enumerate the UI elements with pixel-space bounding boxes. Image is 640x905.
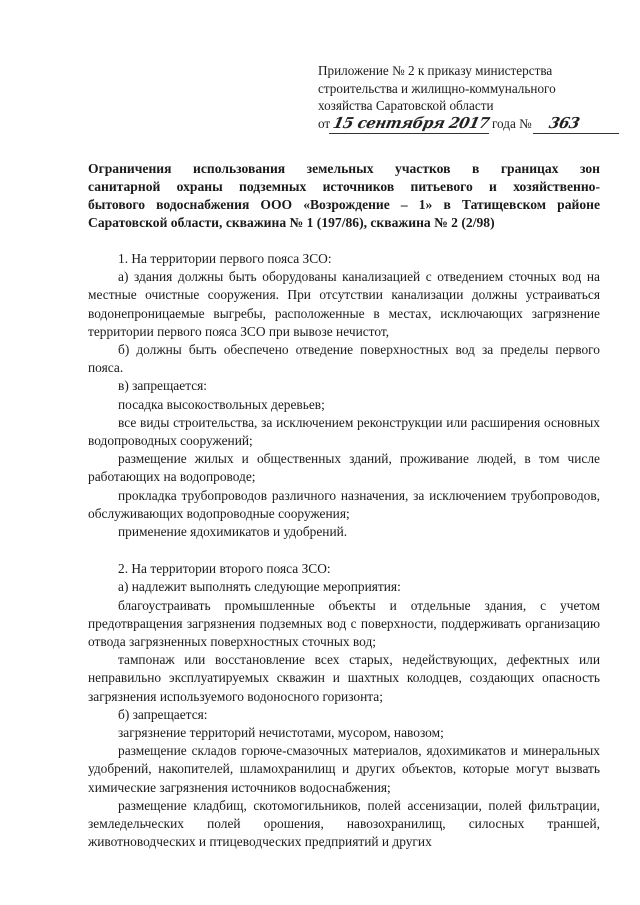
date-prefix: от xyxy=(318,115,331,131)
prohibition-item: посадка высокоствольных деревьев; xyxy=(118,396,325,412)
appendix-header xyxy=(318,62,608,135)
document-title xyxy=(88,160,600,232)
section-2-item-b: б) запрещается: xyxy=(118,706,208,722)
order-date-line xyxy=(318,115,608,135)
section-2-heading: 2. На территории второго пояса ЗСО: xyxy=(118,561,331,577)
measure-item: тампонаж или восстановление всех старых, недействующих, дефектных или неправильно эксплуатируемых скважин и шахтных колодцев, создающих опасность загрязнения используемого водоносного горизонта; xyxy=(88,652,600,704)
section-2-item-a: а) надлежит выполнять следующие мероприятия: xyxy=(118,579,401,595)
prohibition-item: загрязнение территорий нечистотами, мусором, навозом; xyxy=(118,725,444,741)
handwritten-order-number: 363 xyxy=(533,115,623,134)
prohibition-item: применение ядохимикатов и удобрений. xyxy=(118,524,348,540)
title-line-1: Ограничения использования земельных участков в границах зон xyxy=(88,161,600,176)
header-line-3: хозяйства Саратовской области xyxy=(318,98,494,113)
title-line-2: санитарной охраны подземных источников питьевого и хозяйственно- xyxy=(88,179,600,194)
year-suffix: года № xyxy=(491,115,532,131)
handwritten-date: 15 сентября 2017 xyxy=(329,115,493,134)
title-line-3: бытового водоснабжения ООО «Возрождение – 1» в Татищевском районе xyxy=(88,197,600,212)
prohibition-item: размещение кладбищ, скотомогильников, полей ассенизации, полей фильтрации, земледельческих полей орошения, навозохранилищ, силосных траншей, животноводческих и птицеводческих предприятий и других xyxy=(88,797,600,850)
prohibition-item: все виды строительства, за исключением реконструкции или расширения основных водопроводных сооружений; xyxy=(88,414,600,449)
header-line-1: Приложение № 2 к приказу министерства xyxy=(318,63,553,78)
section-1-item-b: б) должны быть обеспечено отведение поверхностных вод за пределы первого пояса. xyxy=(88,342,600,376)
section-1-heading: 1. На территории первого пояса ЗСО: xyxy=(118,251,332,266)
header-line-2: строительства и жилищно-коммунального xyxy=(318,80,556,96)
prohibition-item: размещение жилых и общественных зданий, проживание людей, в том числе работающих на водопроводе; xyxy=(88,451,600,485)
section-1-item-a: а) здания должны быть оборудованы канализацией с отведением сточных вод на местные очистные сооружения. При отсутствии канализации должны устраиваться водонепроницаемые выгребы, расположенные в местах, исключающих загрязнение территории первого пояса ЗСО при вывозе нечистот, xyxy=(88,269,600,339)
measure-item: благоустраивать промышленные объекты и отдельные здания, с учетом предотвращения загрязнения подземных вод с поверхности, поддерживать организацию отвода загрязненных поверхностных сточных вод; xyxy=(88,597,600,650)
prohibition-item: прокладка трубопроводов различного назначения, за исключением трубопроводов, обслуживающих водопроводные сооружения; xyxy=(88,487,600,521)
title-line-4: Саратовской области, скважина № 1 (197/86), скважина № 2 (2/98) xyxy=(88,215,495,230)
section-1-item-v: в) запрещается: xyxy=(118,378,208,394)
prohibition-item: размещение складов горюче-смазочных материалов, ядохимикатов и минеральных удобрений, накопителей, шламохранилищ и других объектов, которые могут вызвать химические загрязнения источников водоснабжения; xyxy=(88,743,600,795)
document-body xyxy=(88,250,600,852)
section-gap xyxy=(88,541,600,560)
